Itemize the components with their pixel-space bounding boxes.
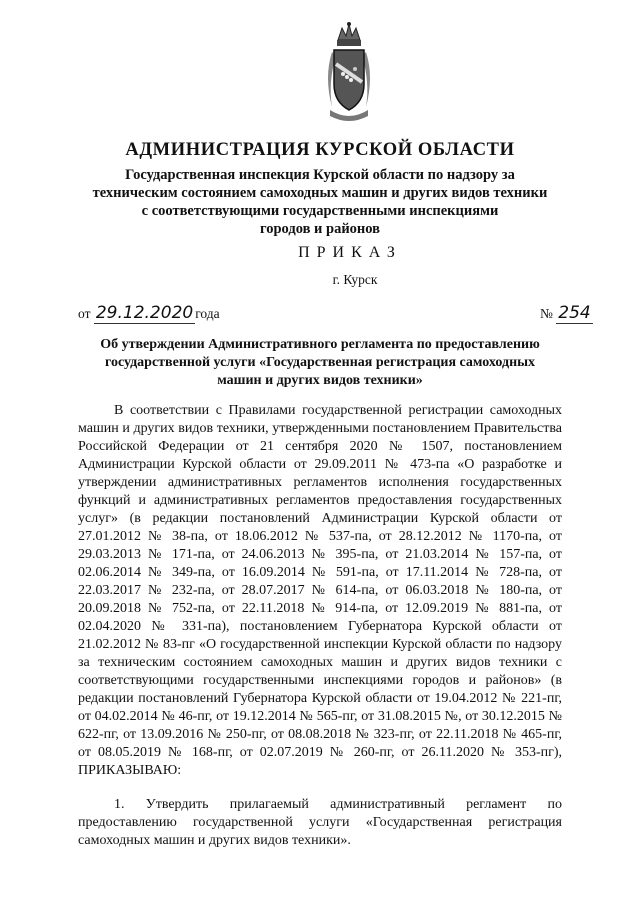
date-suffix: года	[195, 306, 220, 321]
date-value: 29.12.2020	[95, 303, 194, 323]
number-value: 254	[558, 303, 591, 323]
department-name	[82, 166, 558, 238]
department-line: техническим состоянием самоходных машин и других видов техники	[92, 185, 548, 201]
city-label: г. Курск	[332, 272, 378, 287]
number-prefix: №	[540, 306, 553, 321]
organization-title: АДМИНИСТРАЦИЯ КУРСКОЙ ОБЛАСТИ	[125, 140, 515, 160]
subject-line: Об утверждении Административного регламента по предоставлению	[100, 337, 540, 352]
preamble-paragraph: В соответствии с Правилами государственной регистрации самоходных машин и других видов техники, утвержденными постановлением Правительства Российской Федерации от 21 сентября 2020 № 1507, постановлением Администрации Курской области от 29.09.2011 № 473-па «О разработке и утверждении административных регламентов исполнения государственных функций и административных регламентов предоставления государственных услуг» (в редакции постановлений Администрации Курской области от 27.01.2012 № 38-па, от 18.06.2012 № 537-па, от 28.12.2012 № 1170-па, от 29.03.2013 № 171-па, от 24.06.2013 № 395-па, от 21.03.2014 № 157-па, от 02.06.2014 № 349-па, от 16.09.2014 № 591-па, от 17.11.2014 № 728-па, от 22.03.2017 № 232-па, от 28.07.2017 № 614-па, от 06.03.2018 № 180-па, от 20.09.2018 № 752-па, от 22.11.2018 № 914-па, от 12.09.2019 № 881-па, от 02.04.2020 № 331-па), постановлением Губернатора Курской области от 21.02.2012 № 83-пг «О государственной инспекции Курской области по надзору за техническим состоянием самоходных машин и других видов техники с соответствующими государственными инспекциями городов и районов» (в редакции постановлений Губернатора Курской области от 19.04.2012 № 221-пг, от 04.02.2014 № 46-пг, от 19.12.2014 № 565-пг, от 31.08.2015 №, от 30.12.2015 № 622-пг, от 13.09.2016 № 250-пг, от 08.08.2018 № 323-пг, от 22.11.2018 № 465-пг, от 08.05.2019 № 168-пг, от 02.07.2019 № 260-пг, от 26.11.2020 № 353-пг), ПРИКАЗЫВАЮ:	[78, 403, 562, 778]
date-prefix: от	[78, 306, 91, 321]
subject-line: государственной услуги «Государственная регистрация самоходных	[104, 355, 536, 370]
coat-of-arms-icon	[322, 22, 376, 126]
order-number	[540, 303, 593, 323]
order-body	[78, 402, 562, 850]
department-line: с соответствующими государственными инспекциями	[141, 203, 499, 219]
department-line: городов и районов	[259, 221, 381, 237]
document-type: ПРИКАЗ	[298, 244, 402, 261]
subject-line: машин и других видов техники»	[217, 373, 423, 388]
order-subject	[70, 336, 570, 390]
department-line: Государственная инспекция Курской области по надзору за	[125, 167, 515, 183]
order-date	[78, 303, 220, 323]
order-item-1: 1. Утвердить прилагаемый административный регламент по предоставлению государственной услуги «Государственная регистрация самоходных машин и других видов техники».	[78, 797, 562, 848]
